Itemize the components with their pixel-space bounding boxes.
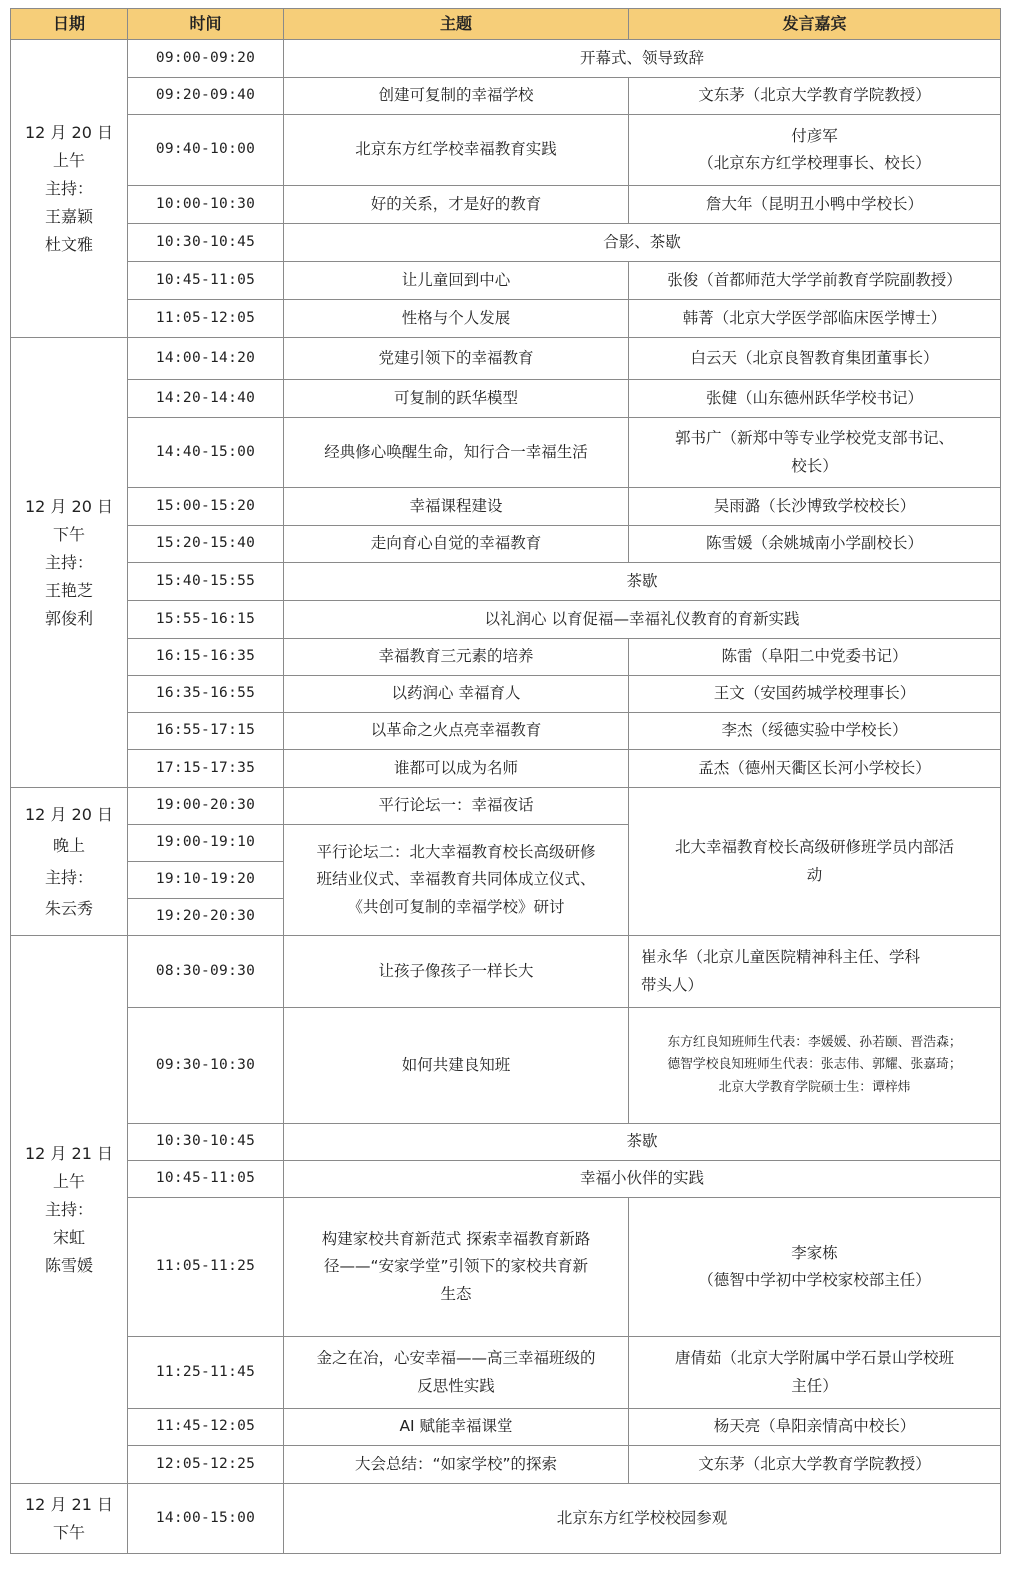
topic-cell — [284, 1337, 629, 1409]
session-date: 12 月 21 日 — [25, 1143, 113, 1163]
speaker-cell — [629, 1008, 1001, 1124]
table-row — [11, 639, 1001, 676]
table-row — [11, 186, 1001, 224]
speaker-cell: 张俊（首都师范大学学前教育学院副教授） — [629, 262, 1001, 300]
topic-cell: 北京东方红学校校园参观 — [284, 1484, 1001, 1554]
speaker-cell: 李杰（绥德实验中学校长） — [629, 713, 1001, 750]
topic-line: 构建家校共育新范式 探索幸福教育新路 — [321, 1230, 591, 1249]
speaker-cell: 文东茅（北京大学教育学院教授） — [629, 1446, 1001, 1484]
table-row — [11, 300, 1001, 338]
topic-cell: 以药润心 幸福育人 — [284, 676, 629, 713]
topic-cell: 性格与个人发展 — [284, 300, 629, 338]
time-cell: 10:45-11:05 — [128, 1161, 284, 1198]
topic-cell: 经典修心唤醒生命，知行合一幸福生活 — [284, 418, 629, 488]
speaker-cell: 张健（山东德州跃华学校书记） — [629, 380, 1001, 418]
header-date: 日期 — [11, 9, 128, 40]
table-row — [11, 418, 1001, 488]
time-cell: 19:00-19:10 — [128, 825, 284, 862]
time-cell: 16:15-16:35 — [128, 639, 284, 676]
agenda-table — [10, 8, 1001, 1554]
table-row — [11, 262, 1001, 300]
speaker-cell — [629, 1337, 1001, 1409]
host-label: 主持： — [44, 552, 93, 572]
time-cell: 14:40-15:00 — [128, 418, 284, 488]
host-name: 宋虹 — [52, 1227, 85, 1247]
time-cell: 15:00-15:20 — [128, 488, 284, 526]
topic-cell — [284, 1198, 629, 1337]
session-period: 下午 — [52, 1522, 85, 1542]
table-row — [11, 713, 1001, 750]
topic-cell: 以革命之火点亮幸福教育 — [284, 713, 629, 750]
time-cell: 14:00-15:00 — [128, 1484, 284, 1554]
topic-cell: 大会总结：“如家学校”的探索 — [284, 1446, 629, 1484]
session-date: 12 月 20 日 — [25, 122, 113, 142]
time-cell: 08:30-09:30 — [128, 936, 284, 1008]
agenda-document — [10, 8, 1001, 1554]
topic-cell: 好的关系，才是好的教育 — [284, 186, 629, 224]
topic-cell: 以礼润心 以育促福—幸福礼仪教育的育新实践 — [284, 601, 1001, 639]
speaker-line: 带头人） — [641, 975, 704, 994]
session-period: 上午 — [52, 150, 85, 170]
time-cell: 10:45-11:05 — [128, 262, 284, 300]
topic-cell: 幸福小伙伴的实践 — [284, 1161, 1001, 1198]
speaker-cell: 文东茅（北京大学教育学院教授） — [629, 78, 1001, 115]
header-time: 时间 — [128, 9, 284, 40]
speaker-cell: 陈雷（阜阳二中党委书记） — [629, 639, 1001, 676]
time-cell: 19:00-20:30 — [128, 788, 284, 825]
time-cell: 09:00-09:20 — [128, 40, 284, 78]
topic-line: 金之在冶，心安幸福——高三幸福班级的 — [316, 1349, 596, 1368]
speaker-cell: 王文（安国药城学校理事长） — [629, 676, 1001, 713]
host-name: 郭俊利 — [44, 608, 93, 628]
speaker-cell: 陈雪媛（余姚城南小学副校长） — [629, 526, 1001, 563]
topic-cell: 茶歇 — [284, 563, 1001, 601]
header-row — [11, 9, 1001, 40]
host-name: 陈雪媛 — [44, 1255, 93, 1275]
time-cell: 12:05-12:25 — [128, 1446, 284, 1484]
table-row — [11, 78, 1001, 115]
speaker-title: （德智中学初中学校家校部主任） — [698, 1271, 931, 1289]
speaker-name: 付彦军 — [791, 126, 838, 145]
host-label: 主持： — [44, 178, 93, 198]
topic-cell: 谁都可以成为名师 — [284, 750, 629, 788]
host-name: 杜文雅 — [44, 234, 93, 254]
table-row — [11, 1446, 1001, 1484]
session-period: 下午 — [52, 524, 85, 544]
topic-line: 反思性实践 — [417, 1376, 495, 1395]
time-cell: 11:45-12:05 — [128, 1409, 284, 1446]
topic-cell: 北京东方红学校幸福教育实践 — [284, 115, 629, 186]
time-cell: 14:20-14:40 — [128, 380, 284, 418]
session-date-cell — [11, 936, 128, 1484]
speaker-line: 动 — [806, 865, 823, 884]
speaker-cell: 吴雨潞（长沙博致学校校长） — [629, 488, 1001, 526]
table-row — [11, 338, 1001, 380]
session-date: 12 月 21 日 — [25, 1494, 113, 1514]
speaker-line: 校长） — [791, 456, 838, 475]
speaker-line: 唐倩茹（北京大学附属中学石景山学校班 — [674, 1349, 954, 1368]
speaker-cell: 韩菁（北京大学医学部临床医学博士） — [629, 300, 1001, 338]
topic-line: 径——“安家学堂”引领下的家校共育新 — [323, 1257, 589, 1276]
time-cell: 19:10-19:20 — [128, 862, 284, 899]
speaker-cell — [629, 418, 1001, 488]
table-row — [11, 1484, 1001, 1554]
time-cell: 10:30-10:45 — [128, 224, 284, 262]
time-cell: 19:20-20:30 — [128, 899, 284, 936]
host-label: 主持： — [44, 1199, 93, 1219]
time-cell: 11:25-11:45 — [128, 1337, 284, 1409]
speaker-name: 李家栋 — [791, 1243, 838, 1262]
host-name: 王嘉颖 — [44, 206, 93, 226]
time-cell: 09:30-10:30 — [128, 1008, 284, 1124]
topic-cell: AI 赋能幸福课堂 — [284, 1409, 629, 1446]
topic-cell: 如何共建良知班 — [284, 1008, 629, 1124]
speaker-cell: 孟杰（德州天衢区长河小学校长） — [629, 750, 1001, 788]
speaker-line: 北京大学教育学院硕士生：谭梓炜 — [718, 1079, 911, 1095]
topic-cell: 茶歇 — [284, 1124, 1001, 1161]
topic-cell: 可复制的跃华模型 — [284, 380, 629, 418]
topic-line: 《共创可复制的幸福学校》研讨 — [347, 897, 565, 916]
time-cell: 17:15-17:35 — [128, 750, 284, 788]
speaker-line: 崔永华（北京儿童医院精神科主任、学科 — [641, 948, 921, 967]
speaker-cell — [629, 788, 1001, 936]
session-period: 晚上 — [52, 836, 85, 856]
time-cell: 10:00-10:30 — [128, 186, 284, 224]
host-label: 主持： — [44, 867, 93, 887]
table-row — [11, 488, 1001, 526]
speaker-line: 北大幸福教育校长高级研修班学员内部活 — [674, 838, 954, 857]
forum-two-topic — [284, 825, 629, 936]
time-cell: 15:55-16:15 — [128, 601, 284, 639]
session-period: 上午 — [52, 1171, 85, 1191]
table-row — [11, 1198, 1001, 1337]
speaker-cell — [629, 936, 1001, 1008]
table-row — [11, 1008, 1001, 1124]
topic-cell: 幸福课程建设 — [284, 488, 629, 526]
speaker-line: 东方红良知班师生代表：李媛媛、孙若颐、晋浩森； — [667, 1034, 962, 1050]
time-cell: 15:40-15:55 — [128, 563, 284, 601]
speaker-cell — [629, 1198, 1001, 1337]
time-cell: 09:20-09:40 — [128, 78, 284, 115]
topic-cell: 开幕式、领导致辞 — [284, 40, 1001, 78]
table-row — [11, 380, 1001, 418]
table-row — [11, 1161, 1001, 1198]
table-row — [11, 676, 1001, 713]
session-date-cell — [11, 788, 128, 936]
session-date-cell — [11, 40, 128, 338]
table-row — [11, 115, 1001, 186]
topic-cell: 党建引领下的幸福教育 — [284, 338, 629, 380]
time-cell: 11:05-12:05 — [128, 300, 284, 338]
speaker-cell — [629, 115, 1001, 186]
topic-cell: 创建可复制的幸福学校 — [284, 78, 629, 115]
speaker-cell: 白云天（北京良智教育集团董事长） — [629, 338, 1001, 380]
topic-line: 平行论坛二：北大幸福教育校长高级研修 — [316, 843, 596, 862]
topic-cell: 让孩子像孩子一样长大 — [284, 936, 629, 1008]
time-cell: 15:20-15:40 — [128, 526, 284, 563]
topic-cell: 走向育心自觉的幸福教育 — [284, 526, 629, 563]
time-cell: 14:00-14:20 — [128, 338, 284, 380]
table-row — [11, 563, 1001, 601]
speaker-line: 德智学校良知班师生代表：张志伟、郭耀、张嘉琦； — [667, 1057, 962, 1073]
host-name: 王艳芝 — [44, 580, 93, 600]
table-row — [11, 1337, 1001, 1409]
speaker-cell: 杨天亮（阜阳亲情高中校长） — [629, 1409, 1001, 1446]
topic-cell: 让儿童回到中心 — [284, 262, 629, 300]
header-speaker: 发言嘉宾 — [629, 9, 1001, 40]
topic-cell: 平行论坛一：幸福夜话 — [284, 788, 629, 825]
table-row — [11, 40, 1001, 78]
speaker-title: （北京东方红学校理事长、校长） — [698, 154, 931, 172]
session-date-cell — [11, 1484, 128, 1554]
speaker-line: 郭书广（新郑中等专业学校党支部书记、 — [674, 429, 954, 448]
topic-line: 生态 — [440, 1284, 472, 1303]
session-date-cell — [11, 338, 128, 788]
time-cell: 09:40-10:00 — [128, 115, 284, 186]
host-name: 朱云秀 — [44, 898, 93, 918]
table-row — [11, 1124, 1001, 1161]
time-cell: 16:55-17:15 — [128, 713, 284, 750]
topic-cell: 合影、茶歇 — [284, 224, 1001, 262]
table-row — [11, 601, 1001, 639]
time-cell: 11:05-11:25 — [128, 1198, 284, 1337]
table-row — [11, 526, 1001, 563]
session-date: 12 月 20 日 — [25, 496, 113, 516]
topic-line: 班结业仪式、幸福教育共同体成立仪式、 — [316, 870, 596, 889]
table-row — [11, 750, 1001, 788]
header-topic: 主题 — [284, 9, 629, 40]
time-cell: 16:35-16:55 — [128, 676, 284, 713]
speaker-cell: 詹大年（昆明丑小鸭中学校长） — [629, 186, 1001, 224]
table-row — [11, 224, 1001, 262]
session-date: 12 月 20 日 — [25, 805, 113, 825]
table-row — [11, 1409, 1001, 1446]
time-cell: 10:30-10:45 — [128, 1124, 284, 1161]
topic-cell: 幸福教育三元素的培养 — [284, 639, 629, 676]
speaker-line: 主任） — [791, 1376, 838, 1395]
table-row — [11, 788, 1001, 825]
table-row — [11, 936, 1001, 1008]
